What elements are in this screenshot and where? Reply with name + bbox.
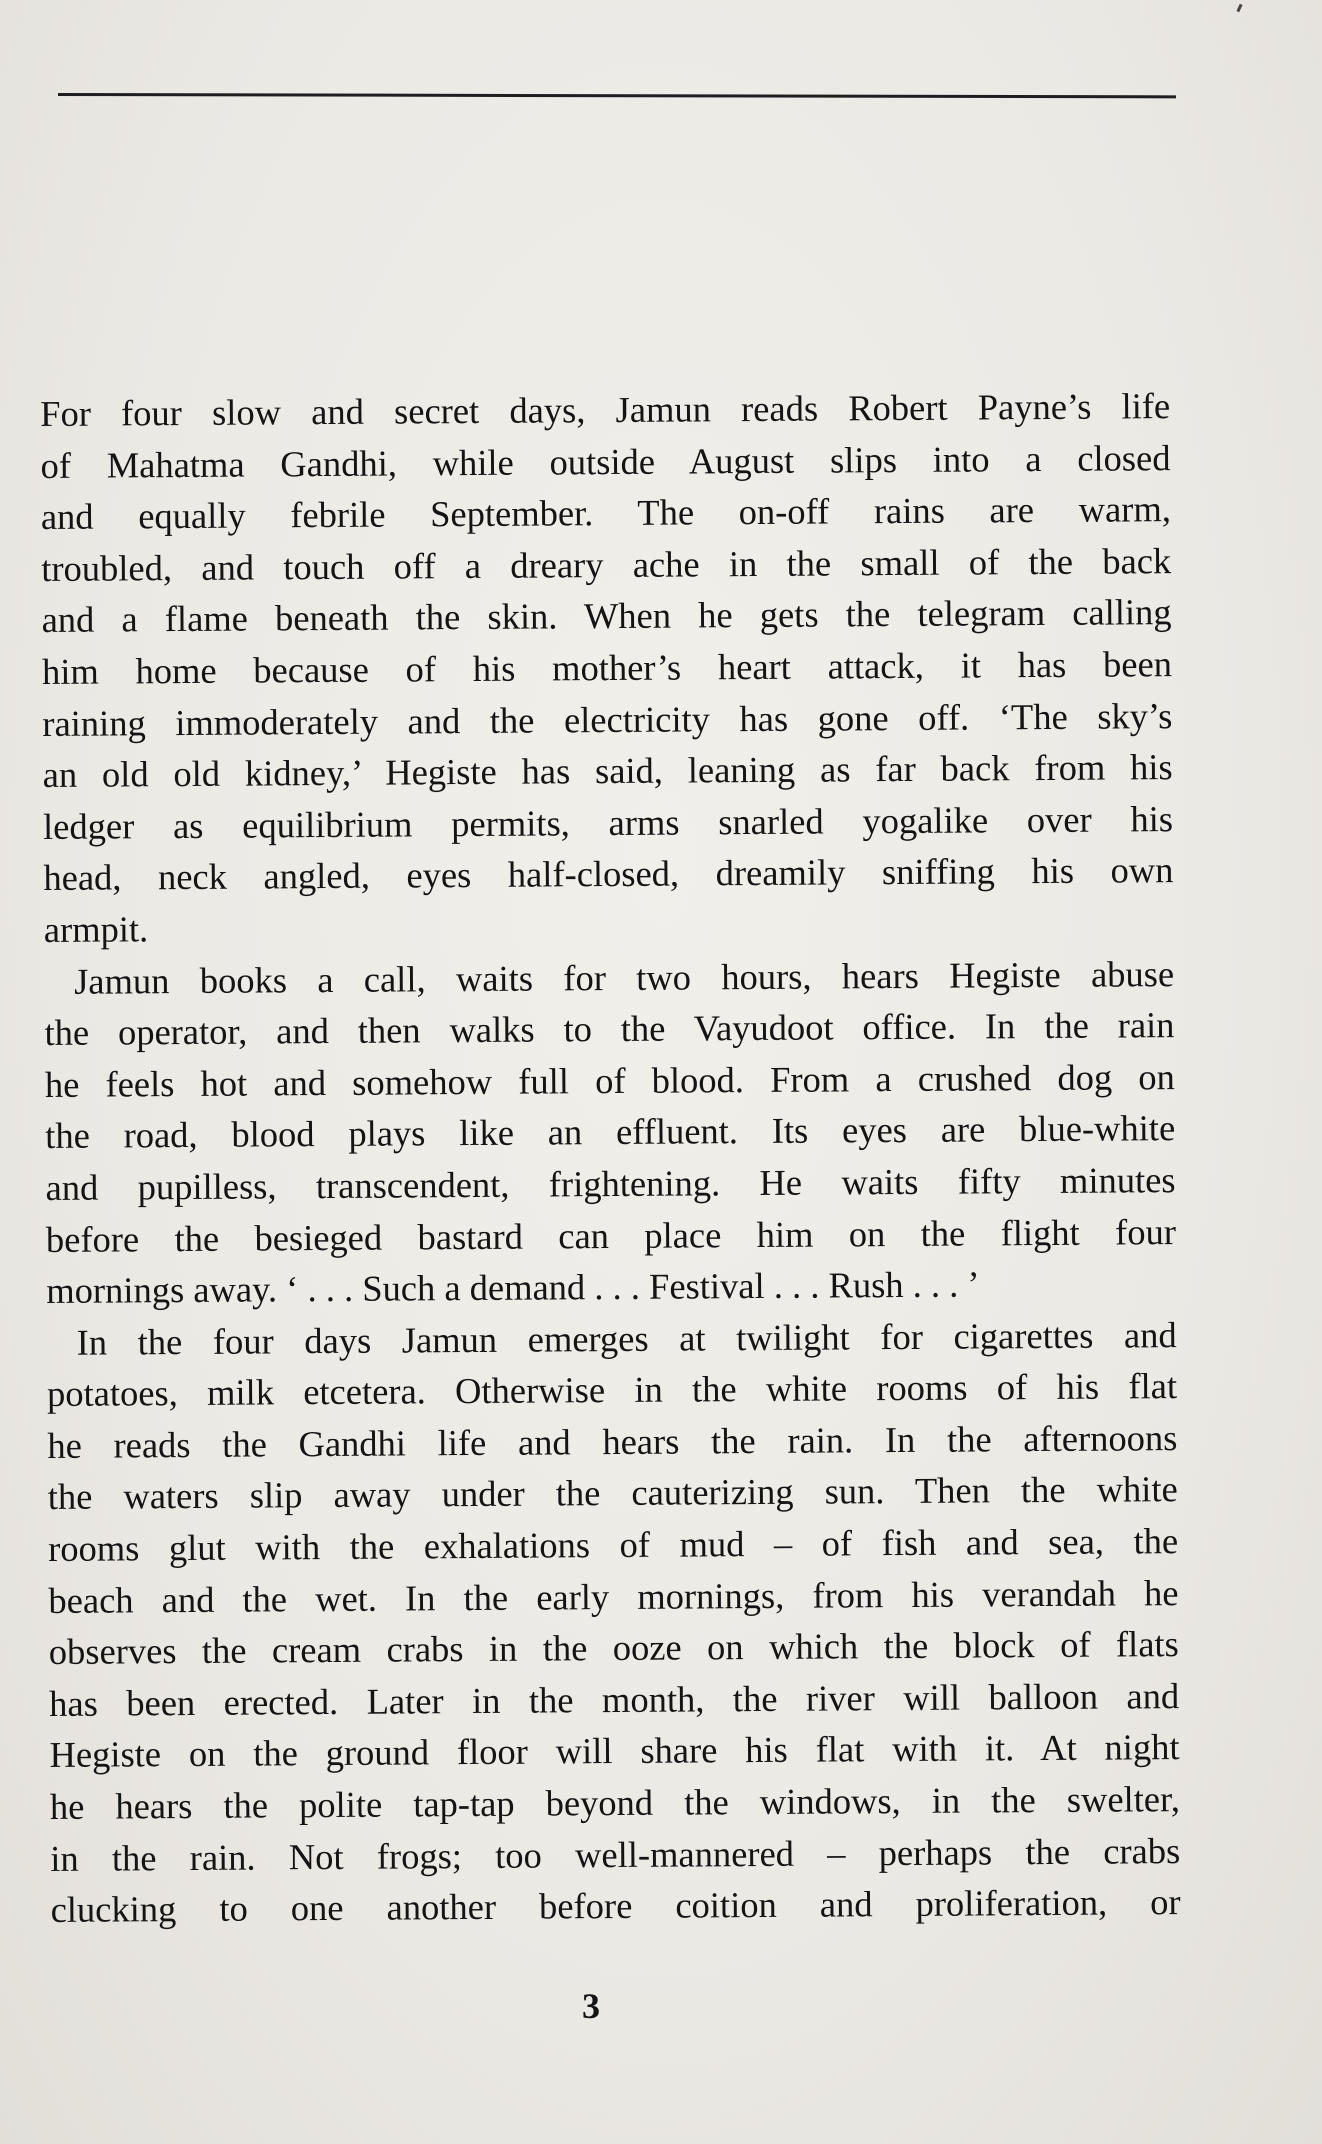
page-number-text: 3 bbox=[582, 1986, 600, 2026]
text-line: in the rain. Not frogs; too well-mannered – perhaps the crabs bbox=[50, 1829, 1181, 1879]
text-line: of Mahatma Gandhi, while outside August slips into a closed bbox=[40, 436, 1171, 486]
text-line: he hears the polite tap-tap beyond the windows, in the swelter, bbox=[49, 1778, 1181, 1827]
text-line: rooms glut with the exhalations of mud – of fish and sea, the bbox=[47, 1520, 1179, 1570]
text-line: head, neck angled, eyes half-closed, dreamily sniffing his own bbox=[43, 849, 1174, 899]
text-line: the waters slip away under the cauterizing sun. Then the white bbox=[47, 1468, 1178, 1518]
text-line: has been erected. Later in the month, the river will balloon and bbox=[49, 1674, 1180, 1724]
text-line: and equally febrile September. The on-off rains are warm, bbox=[40, 488, 1172, 538]
text-line: troubled, and touch off a dreary ache in the small of the back bbox=[41, 539, 1172, 589]
text-line: and pupilless, transcendent, frightening. He waits fifty minutes bbox=[45, 1158, 1176, 1208]
text-line: an old old kidney,’ Hegiste has said, leaning as far back from his bbox=[42, 746, 1173, 796]
paragraph-1 bbox=[40, 380, 1174, 955]
text-line: beach and the wet. In the early mornings, from his verandah he bbox=[48, 1571, 1179, 1621]
paragraph-3 bbox=[46, 1309, 1180, 1936]
text-line: For four slow and secret days, Jamun reads Robert Payne’s life bbox=[40, 385, 1171, 434]
text-line: ledger as equilibrium permits, arms snarled yogalike over his bbox=[42, 797, 1174, 847]
paragraph-2 bbox=[44, 948, 1176, 1317]
text-line: the road, blood plays like an effluent. Its eyes are blue-white bbox=[45, 1107, 1176, 1157]
text-line: he feels hot and somehow full of blood. From a crushed dog on bbox=[44, 1055, 1175, 1105]
text-line: before the besieged bastard can place him on the flight four bbox=[45, 1210, 1177, 1260]
text-line: armpit. bbox=[43, 908, 149, 950]
text-line: Hegiste on the ground floor will share his flat with it. At night bbox=[49, 1726, 1180, 1776]
header-rule bbox=[58, 93, 1176, 98]
body-text bbox=[40, 380, 1181, 1936]
text-line: mornings away. ‘ . . . Such a demand . . . Festival . . . Rush . . . ’ bbox=[46, 1263, 980, 1312]
text-line: and a flame beneath the skin. When he gets the telegram calling bbox=[41, 591, 1172, 641]
text-line: potatoes, milk etcetera. Otherwise in the white rooms of his flat bbox=[46, 1365, 1178, 1415]
pen-mark bbox=[1236, 4, 1242, 13]
text-line: Jamun books a call, waits for two hours, hears Hegiste abuse bbox=[73, 952, 1175, 1002]
text-line: raining immoderately and the electricity has gone off. ‘The sky’s bbox=[42, 694, 1173, 744]
text-line: he reads the Gandhi life and hears the rain. In the afternoons bbox=[47, 1416, 1178, 1466]
text-line: observes the cream crabs in the ooze on which the block of flats bbox=[48, 1623, 1179, 1673]
text-line: clucking to one another before coition and proliferation, or bbox=[50, 1881, 1181, 1931]
text-line: him home because of his mother’s heart attack, it has been bbox=[41, 643, 1173, 692]
text-line: In the four days Jamun emerges at twilight for cigarettes and bbox=[76, 1313, 1177, 1363]
text-line: the operator, and then walks to the Vayudoot office. In the rain bbox=[44, 1004, 1175, 1054]
